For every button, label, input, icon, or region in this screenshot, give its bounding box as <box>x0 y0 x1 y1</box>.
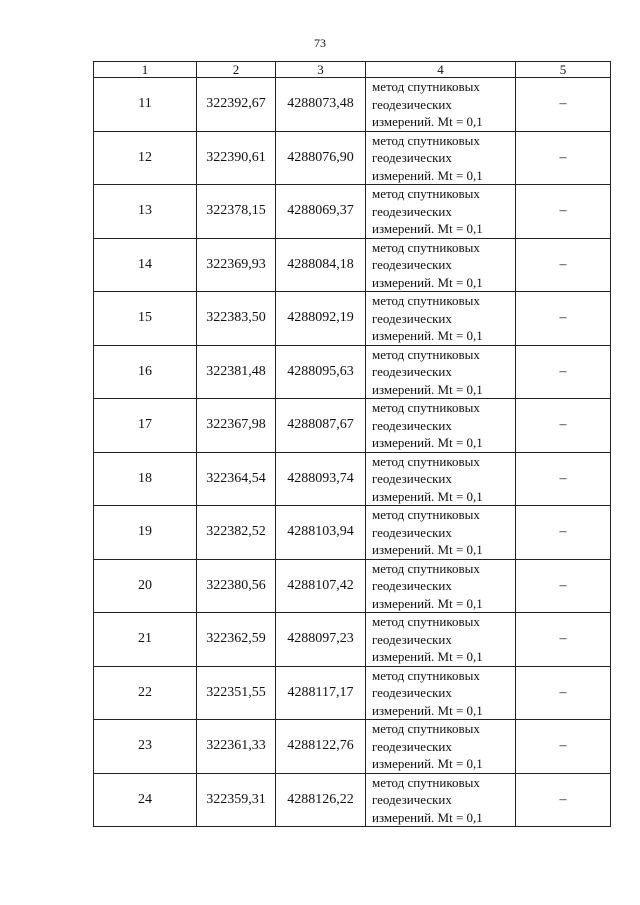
y-coordinate-cell: 4288103,94 <box>276 506 366 560</box>
method-line: геодезических <box>372 364 452 379</box>
x-coordinate-cell: 322367,98 <box>197 399 276 453</box>
y-coordinate-cell: 4288093,74 <box>276 452 366 506</box>
coordinates-table <box>93 61 611 827</box>
method-cell <box>366 720 516 774</box>
method-cell <box>366 399 516 453</box>
method-line: геодезических <box>372 631 452 647</box>
method-line: метод спутниковых <box>372 614 480 629</box>
note-cell: – <box>516 238 611 292</box>
x-coordinate-cell: 322381,48 <box>197 345 276 399</box>
table-body <box>94 78 611 827</box>
y-coordinate-cell: 4288117,17 <box>276 666 366 720</box>
point-number-cell: 17 <box>94 399 197 453</box>
method-cell <box>366 452 516 506</box>
method-line: измерений. Mt = 0,1 <box>372 649 483 664</box>
x-coordinate-cell: 322369,93 <box>197 238 276 292</box>
note-cell: – <box>516 78 611 132</box>
table-row <box>94 238 611 292</box>
point-number-cell: 15 <box>94 292 197 346</box>
method-line: геодезических <box>372 471 452 486</box>
method-line: геодезических <box>372 524 452 540</box>
y-coordinate-cell: 4288126,22 <box>276 773 366 827</box>
table-row <box>94 399 611 453</box>
method-line: геодезических <box>372 738 452 754</box>
table-header <box>94 62 611 78</box>
point-number-cell: 12 <box>94 131 197 185</box>
note-cell: – <box>516 399 611 453</box>
method-cell <box>366 506 516 560</box>
point-number-cell: 21 <box>94 613 197 667</box>
point-number-cell: 23 <box>94 720 197 774</box>
x-coordinate-cell: 322359,31 <box>197 773 276 827</box>
note-cell: – <box>516 506 611 560</box>
method-line: измерений. Mt = 0,1 <box>372 328 483 343</box>
method-line: геодезических <box>372 150 452 165</box>
method-cell <box>366 345 516 399</box>
method-cell <box>366 185 516 239</box>
method-line: геодезических <box>372 257 452 272</box>
page-number: 73 <box>314 36 326 50</box>
note-cell: – <box>516 292 611 346</box>
x-coordinate-cell: 322378,15 <box>197 185 276 239</box>
x-coordinate-cell: 322351,55 <box>197 666 276 720</box>
column-header-5: 5 <box>516 62 611 78</box>
method-line: метод спутниковых <box>372 560 480 576</box>
method-line: геодезических <box>372 203 452 219</box>
method-line: геодезических <box>372 792 452 807</box>
note-cell: – <box>516 773 611 827</box>
method-line: геодезических <box>372 578 452 593</box>
method-line: геодезических <box>372 96 452 112</box>
method-cell <box>366 238 516 292</box>
note-cell: – <box>516 131 611 185</box>
point-number-cell: 14 <box>94 238 197 292</box>
y-coordinate-cell: 4288107,42 <box>276 559 366 613</box>
table-row <box>94 666 611 720</box>
column-header-3: 3 <box>276 62 366 78</box>
method-cell <box>366 131 516 185</box>
note-cell: – <box>516 452 611 506</box>
method-cell <box>366 559 516 613</box>
method-line: измерений. Mt = 0,1 <box>372 167 483 183</box>
table-row <box>94 185 611 239</box>
method-line: геодезических <box>372 685 452 700</box>
method-line: геодезических <box>372 310 452 326</box>
method-line: измерений. Mt = 0,1 <box>372 542 483 557</box>
point-number-cell: 16 <box>94 345 197 399</box>
table-row <box>94 720 611 774</box>
table-row <box>94 559 611 613</box>
method-line: метод спутниковых <box>372 667 480 683</box>
method-line: измерений. Mt = 0,1 <box>372 756 483 771</box>
note-cell: – <box>516 345 611 399</box>
method-line: метод спутниковых <box>372 132 480 148</box>
x-coordinate-cell: 322382,52 <box>197 506 276 560</box>
y-coordinate-cell: 4288087,67 <box>276 399 366 453</box>
x-coordinate-cell: 322362,59 <box>197 613 276 667</box>
method-line: метод спутниковых <box>372 507 480 522</box>
method-cell <box>366 292 516 346</box>
y-coordinate-cell: 4288092,19 <box>276 292 366 346</box>
table-row <box>94 506 611 560</box>
method-line: метод спутниковых <box>372 400 480 415</box>
note-cell: – <box>516 185 611 239</box>
method-line: метод спутниковых <box>372 453 480 469</box>
table-row <box>94 292 611 346</box>
y-coordinate-cell: 4288076,90 <box>276 131 366 185</box>
point-number-cell: 11 <box>94 78 197 132</box>
point-number-cell: 19 <box>94 506 197 560</box>
method-line: измерений. Mt = 0,1 <box>372 221 483 236</box>
method-line: измерений. Mt = 0,1 <box>372 488 483 504</box>
method-line: измерений. Mt = 0,1 <box>372 274 483 290</box>
y-coordinate-cell: 4288122,76 <box>276 720 366 774</box>
column-header-4: 4 <box>366 62 516 78</box>
y-coordinate-cell: 4288095,63 <box>276 345 366 399</box>
note-cell: – <box>516 559 611 613</box>
method-cell <box>366 613 516 667</box>
method-line: метод спутниковых <box>372 293 480 308</box>
method-cell <box>366 773 516 827</box>
y-coordinate-cell: 4288073,48 <box>276 78 366 132</box>
method-line: измерений. Mt = 0,1 <box>372 809 483 825</box>
point-number-cell: 13 <box>94 185 197 239</box>
method-line: метод спутниковых <box>372 239 480 255</box>
method-line: метод спутниковых <box>372 79 480 94</box>
point-number-cell: 18 <box>94 452 197 506</box>
table-row <box>94 131 611 185</box>
x-coordinate-cell: 322361,33 <box>197 720 276 774</box>
method-line: измерений. Mt = 0,1 <box>372 595 483 611</box>
table-row <box>94 613 611 667</box>
method-line: метод спутниковых <box>372 721 480 736</box>
column-header-1: 1 <box>94 62 197 78</box>
note-cell: – <box>516 613 611 667</box>
header-row <box>94 62 611 78</box>
method-line: измерений. Mt = 0,1 <box>372 702 483 718</box>
method-line: геодезических <box>372 417 452 433</box>
method-line: метод спутниковых <box>372 186 480 201</box>
x-coordinate-cell: 322383,50 <box>197 292 276 346</box>
y-coordinate-cell: 4288084,18 <box>276 238 366 292</box>
method-line: измерений. Mt = 0,1 <box>372 381 483 397</box>
table-row <box>94 773 611 827</box>
column-header-2: 2 <box>197 62 276 78</box>
note-cell: – <box>516 720 611 774</box>
x-coordinate-cell: 322390,61 <box>197 131 276 185</box>
x-coordinate-cell: 322380,56 <box>197 559 276 613</box>
method-line: измерений. Mt = 0,1 <box>372 114 483 129</box>
x-coordinate-cell: 322364,54 <box>197 452 276 506</box>
y-coordinate-cell: 4288097,23 <box>276 613 366 667</box>
x-coordinate-cell: 322392,67 <box>197 78 276 132</box>
note-cell: – <box>516 666 611 720</box>
method-line: измерений. Mt = 0,1 <box>372 435 483 450</box>
method-line: метод спутниковых <box>372 346 480 362</box>
method-cell <box>366 78 516 132</box>
table-row <box>94 452 611 506</box>
y-coordinate-cell: 4288069,37 <box>276 185 366 239</box>
point-number-cell: 22 <box>94 666 197 720</box>
method-line: метод спутниковых <box>372 774 480 790</box>
point-number-cell: 20 <box>94 559 197 613</box>
table-row <box>94 78 611 132</box>
point-number-cell: 24 <box>94 773 197 827</box>
method-cell <box>366 666 516 720</box>
table-row <box>94 345 611 399</box>
